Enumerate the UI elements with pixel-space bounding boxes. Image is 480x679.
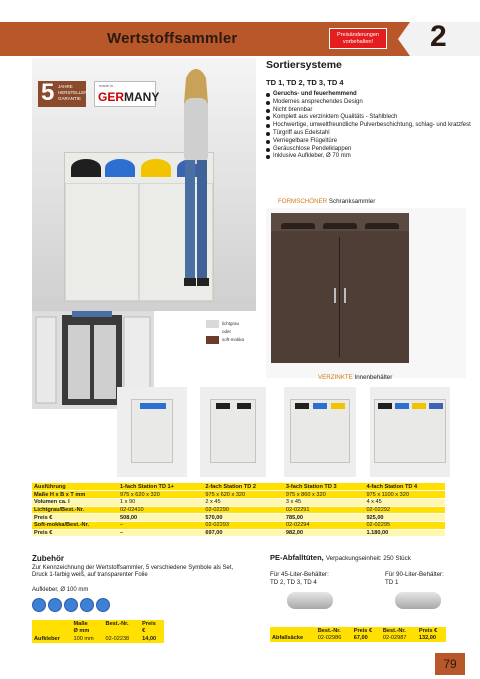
spec-table	[32, 483, 445, 537]
made-in-label: made in	[99, 83, 114, 88]
spec-header-cell: Ausführung	[32, 483, 118, 491]
feature-item: Verriegelbare Flügeltüre	[266, 138, 471, 146]
spec-row-price	[32, 514, 445, 522]
pe-cell: 02-02987	[381, 635, 417, 643]
brown-cabinet-photo	[266, 208, 466, 378]
bag-roll-45-image	[287, 592, 333, 609]
feature-item: Nicht brennbar	[266, 107, 471, 115]
pe-heading: PE-Abfalltüten, Verpackungseinheit: 250 Stück	[270, 553, 411, 562]
warranty-text: JAHRE HERSTELLER GARANTIE	[58, 84, 88, 101]
pe-table	[270, 627, 446, 642]
spec-cell: 02-02410	[118, 506, 203, 514]
feature-item: Komplett aus verzinktem Qualitäts - Stahlblech	[266, 114, 471, 122]
pe-header-cell: Preis €	[417, 627, 446, 635]
thumb-td3	[284, 387, 356, 477]
spec-cell: 02-02294	[284, 521, 365, 529]
spec-cell: 02-02292	[364, 506, 445, 514]
spec-row-label: Soft-mokka/Best.-Nr.	[32, 521, 118, 529]
spec-cell: 508,00	[118, 514, 203, 522]
zubehoer-heading: Zubehör	[32, 554, 64, 563]
zubehoer-cell: 02-02238	[104, 635, 141, 643]
mini-slot	[295, 403, 309, 409]
spec-cell: 975 x 1100 x 320	[364, 491, 445, 499]
mini-cabinet	[290, 399, 350, 463]
pe-cell: 132,00	[417, 635, 446, 643]
mini-cabinet	[374, 399, 446, 463]
symbol-sticker-icon	[32, 598, 46, 612]
cabinet-slot	[323, 223, 357, 229]
zubehoer-header-cell: Maße	[71, 620, 103, 628]
germany-logo: GERMANY	[98, 90, 160, 104]
feature-item: Geräuschlose Pendelklappen	[266, 146, 471, 154]
spec-cell: 975 x 620 x 320	[203, 491, 284, 499]
zubehoer-subheader-cell	[104, 628, 141, 636]
black-lid	[71, 159, 101, 177]
blue-lid	[105, 159, 135, 177]
pe-header-cell: Best.-Nr.	[381, 627, 417, 635]
mini-slot	[429, 403, 443, 409]
yellow-lid	[141, 159, 171, 177]
warranty-badge	[38, 81, 86, 107]
mini-slot	[395, 403, 409, 409]
feature-item: Geruchs- und feuerhemmend	[266, 91, 471, 99]
zubehoer-subheader-cell	[32, 628, 71, 636]
spec-cell: 3 x 45	[284, 498, 365, 506]
thumb-td1	[117, 387, 187, 477]
zubehoer-subheader-cell: €	[140, 628, 164, 636]
feature-item: Hochwertige, umweltfreundliche Pulverbeschichtung, schlag- und kratzfest	[266, 122, 471, 130]
model-person-image	[172, 64, 218, 304]
spec-row-label: Preis €	[32, 529, 118, 537]
zubehoer-text: Zur Kennzeichnung der Wertstoffsammler, 5 verschiedene Symbole als Set, Druck 1-farbig weiß, auf transparenter Folie	[32, 565, 234, 579]
feature-item: Türgriff aus Edelstahl	[266, 130, 471, 138]
symbol-sticker-icon	[80, 598, 94, 612]
symbol-sticker-icon	[48, 598, 62, 612]
zubehoer-subheader-row	[32, 628, 164, 636]
mini-slot	[140, 403, 166, 409]
hero-photo	[32, 58, 256, 311]
soft-mokka-cabinet	[271, 213, 409, 363]
spec-cell: 02-02293	[203, 521, 284, 529]
mini-slot	[237, 403, 251, 409]
spec-cell: 975 x 620 x 320	[118, 491, 203, 499]
thumb-td4	[370, 387, 450, 477]
spec-cell: 785,00	[284, 514, 365, 522]
pe-cell: 02-02986	[316, 635, 352, 643]
spec-cell: 1.180,00	[364, 529, 445, 537]
zubehoer-table	[32, 620, 164, 643]
spec-row	[32, 491, 445, 499]
feature-list	[266, 91, 471, 161]
pe-label-45: Für 45-Liter-Behälter: TD 2, TD 3, TD 4	[270, 571, 329, 586]
mini-cabinet	[131, 399, 173, 463]
cabinet-door-left	[65, 183, 139, 301]
pe-header-cell: Preis €	[352, 627, 381, 635]
swatch-soft-mokka	[206, 336, 219, 344]
made-in-germany-badge	[94, 81, 160, 107]
spec-row-label: Lichtgrau/Best.-Nr.	[32, 506, 118, 514]
symbol-sticker-icon	[96, 598, 110, 612]
zubehoer-data-row	[32, 635, 164, 643]
spec-cell: 925,00	[364, 514, 445, 522]
spec-header-row	[32, 483, 445, 491]
pe-label-90: Für 90-Liter-Behälter: TD 1	[385, 571, 444, 586]
spec-cell: 697,00	[203, 529, 284, 537]
zubehoer-subheader-cell: Ø mm	[71, 628, 103, 636]
section-heading: Sortiersysteme	[266, 59, 342, 71]
zubehoer-size: Aufkleber, Ø 100 mm	[32, 587, 89, 593]
mini-slot	[331, 403, 345, 409]
mini-slot	[313, 403, 327, 409]
zubehoer-cell: Aufkleber	[32, 635, 71, 643]
cabinet-slot	[281, 223, 315, 229]
feature-item: Modernes ansprechendes Design	[266, 99, 471, 107]
price-notice-badge: Preisänderungen vorbehalten!	[329, 28, 387, 49]
spec-cell: –	[118, 529, 203, 537]
warranty-number: 5	[41, 79, 55, 106]
pe-header-row	[270, 627, 446, 635]
zubehoer-header-cell: Best.-Nr.	[104, 620, 141, 628]
door-divider	[339, 237, 340, 357]
spec-row-label: Volumen ca. l	[32, 498, 118, 506]
page-title: Wertstoffsammler	[107, 30, 238, 47]
model-heading: TD 1, TD 2, TD 3, TD 4	[266, 78, 344, 87]
zubehoer-cell: 100 mm	[71, 635, 103, 643]
spec-row	[32, 506, 445, 514]
swatch-label-lichtgrau: lichtgrau	[222, 321, 240, 326]
spec-cell: 2 x 45	[203, 498, 284, 506]
swatch-label-soft-mokka: soft-mokka	[222, 337, 245, 342]
spec-row-label: Maße H x B x T mm	[32, 491, 118, 499]
swatch-label-oder: oder	[222, 329, 232, 334]
spec-header-cell: 3-fach Station TD 3	[284, 483, 365, 491]
door-handle	[344, 288, 346, 303]
cabinet-slot	[365, 223, 399, 229]
spec-row	[32, 521, 445, 529]
chapter-arrow-icon	[398, 22, 410, 56]
spec-row-price	[32, 529, 445, 537]
spec-cell: 4 x 45	[364, 498, 445, 506]
pe-data-row	[270, 635, 446, 643]
bag-roll-90-image	[395, 592, 441, 609]
spec-cell: 570,00	[203, 514, 284, 522]
spec-cell: 02-02291	[284, 506, 365, 514]
spec-header-cell: 1-fach Station TD 1+	[118, 483, 203, 491]
spec-cell: –	[118, 521, 203, 529]
mini-slot	[216, 403, 230, 409]
pe-cell: 67,00	[352, 635, 381, 643]
mini-slot	[412, 403, 426, 409]
caption-schranksammler: FORMSCHÖNER Schranksammler	[278, 198, 376, 205]
mini-slot	[378, 403, 392, 409]
spec-header-cell: 4-fach Station TD 4	[364, 483, 445, 491]
spec-cell: 975 x 860 x 320	[284, 491, 365, 499]
spec-cell: 982,00	[284, 529, 365, 537]
zubehoer-header-row	[32, 620, 164, 628]
thumb-td2	[200, 387, 266, 477]
spec-row	[32, 498, 445, 506]
pe-cell: Abfallsäcke	[270, 635, 316, 643]
mini-cabinet	[210, 399, 256, 463]
spec-cell: 02-02290	[203, 506, 284, 514]
swatch-lichtgrau	[206, 320, 219, 328]
spec-cell: 02-02295	[364, 521, 445, 529]
symbol-sticker-icon	[64, 598, 78, 612]
spec-header-cell: 2-fach Station TD 2	[203, 483, 284, 491]
spec-row-label: Preis €	[32, 514, 118, 522]
chapter-number: 2	[430, 20, 447, 53]
page-number: 79	[435, 653, 465, 675]
feature-item: Inklusive Aufkleber, Ø 70 mm	[266, 153, 471, 161]
caption-innenbehaelter: VERZINKTE Innenbehälter	[318, 374, 393, 381]
spec-cell: 1 x 90	[118, 498, 203, 506]
zubehoer-cell: 14,00	[140, 635, 164, 643]
pe-header-cell: Best.-Nr.	[316, 627, 352, 635]
door-handle	[334, 288, 336, 303]
zubehoer-header-cell: Preis	[140, 620, 164, 628]
color-swatches	[206, 320, 262, 350]
pe-header-cell	[270, 627, 316, 635]
zubehoer-header-cell	[32, 620, 71, 628]
